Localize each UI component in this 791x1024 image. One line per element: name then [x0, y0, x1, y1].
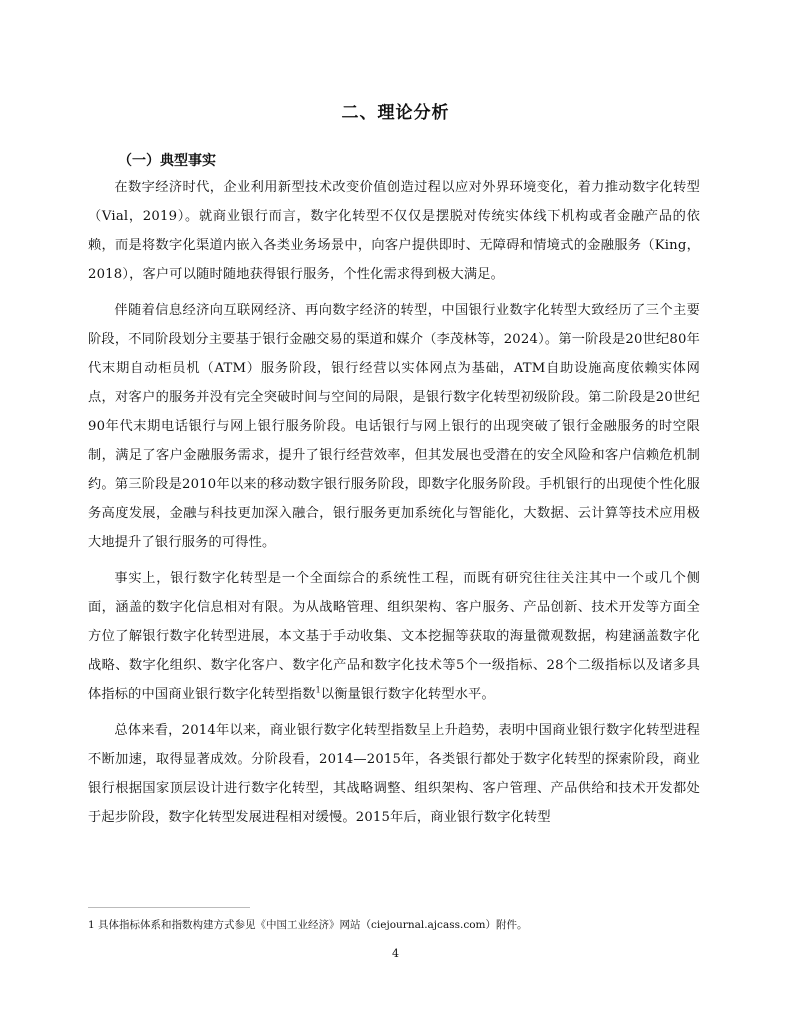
subsection-title: （一）典型事实: [118, 153, 216, 169]
paragraph-3: [88, 564, 700, 709]
paragraph-4: 总体来看，2014年以来，商业银行数字化转型指数呈上升趋势，表明中国商业银行数字化转型进程不断加速，取得显著成效。分阶段看，2014—2015年，各类银行都处于数字化转型的探索阶段，商业银行根据国家顶层设计进行数字化转型，其战略调整、组织架构、客户管理、产品供给和技术开发都处于起步阶段，数字化转型发展进程相对缓慢。2015年后，商业银行数字化转型: [88, 723, 700, 825]
body-text: [88, 173, 700, 832]
section-title: 二、理论分析: [341, 103, 450, 123]
paragraph-3-main: 事实上，银行数字化转型是一个全面综合的系统性工程，而既有研究往往关注其中一个或几个侧面，涵盖的数字化信息相对有限。为从战略管理、组织架构、客户服务、产品创新、技术开发等方面全方位了解银行数字化转型进展，本文基于手动收集、文本挖掘等获取的海量微观数据，构建涵盖数字化战略、数字化组织、数字化客户、数字化产品和数字化技术等5个一级指标、28个二级指标以及诸多具体指标的中国商业银行数字化转型指数: [88, 571, 700, 702]
footnote-marker[interactable]: 1: [315, 685, 321, 695]
footnote: 1 具体指标体系和指数构建方式参见《中国工业经济》网站（ciejournal.ajcass.com）附件。: [88, 919, 528, 931]
paragraph-3-tail: 以衡量银行数字化转型水平。: [320, 687, 495, 702]
paragraph-1: 在数字经济时代，企业利用新型技术改变价值创造过程以应对外界环境变化，着力推动数字化转型（Vial，2019）。就商业银行而言，数字化转型不仅仅是摆脱对传统实体线下机构或者金融产品的依赖，而是将数字化渠道内嵌入各类业务场景中，向客户提供即时、无障碍和情境式的金融服务（King，2018），客户可以随时随地获得银行服务，个性化需求得到极大满足。: [88, 180, 700, 282]
page-number: 4: [392, 947, 399, 960]
footnote-divider: [88, 907, 250, 908]
paragraph-2: 伴随着信息经济向互联网经济、再向数字经济的转型，中国银行业数字化转型大致经历了三个主要阶段，不同阶段划分主要基于银行金融交易的渠道和媒介（李茂林等，2024）。第一阶段是20世纪80年代末期自动柜员机（ATM）服务阶段，银行经营以实体网点为基础，ATM自助设施高度依赖实体网点，对客户的服务并没有完全突破时间与空间的局限，是银行数字化转型初级阶段。第二阶段是20世纪90年代末期电话银行与网上银行服务阶段。电话银行与网上银行的出现突破了银行金融服务的时空限制，满足了客户金融服务需求，提升了银行经营效率，但其发展也受潜在的安全风险和客户信赖危机制约。第三阶段是2010年以来的移动数字银行服务阶段，即数字化服务阶段。手机银行的出现使个性化服务高度发展，金融与科技更加深入融合，银行服务更加系统化与智能化，大数据、云计算等技术应用极大地提升了银行服务的可得性。: [88, 303, 700, 550]
